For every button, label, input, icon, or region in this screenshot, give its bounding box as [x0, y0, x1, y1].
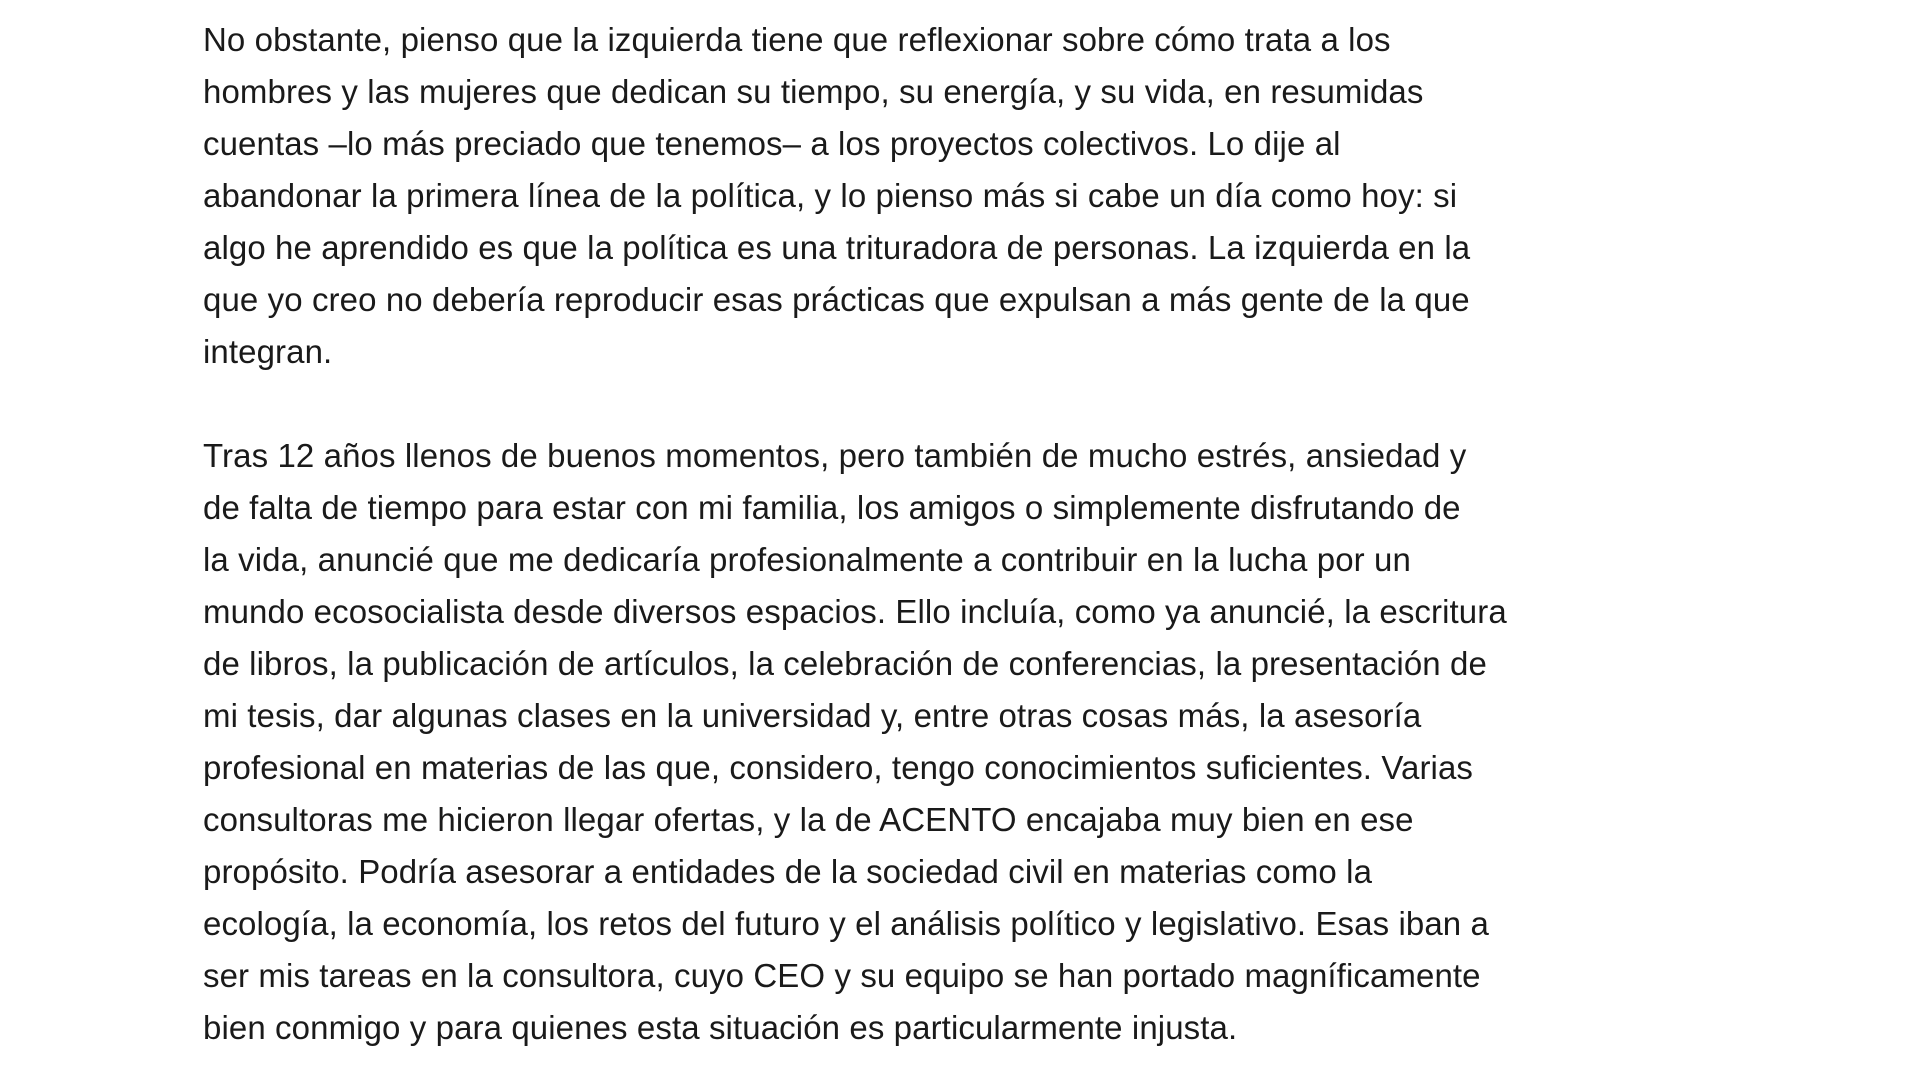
paragraph-line: ecología, la economía, los retos del futuro y el análisis político y legislativo. Esas iban a [203, 905, 1489, 942]
paragraph-line: que yo creo no debería reproducir esas prácticas que expulsan a más gente de la que [203, 281, 1470, 318]
paragraph-line: mundo ecosocialista desde diversos espacios. Ello incluía, como ya anuncié, la escritura [203, 593, 1507, 630]
paragraph-line: hombres y las mujeres que dedican su tiempo, su energía, y su vida, en resumidas [203, 73, 1424, 110]
paragraph-line: Tras 12 años llenos de buenos momentos, pero también de mucho estrés, ansiedad y [203, 437, 1467, 474]
paragraph-line: No obstante, pienso que la izquierda tiene que reflexionar sobre cómo trata a los [203, 21, 1391, 58]
paragraph-line: consultoras me hicieron llegar ofertas, y la de ACENTO encajaba muy bien en ese [203, 801, 1414, 838]
paragraph-line: integran. [203, 333, 333, 370]
paragraph-line: ser mis tareas en la consultora, cuyo CEO y su equipo se han portado magníficamente [203, 957, 1481, 994]
paragraph-line: cuentas –lo más preciado que tenemos– a los proyectos colectivos. Lo dije al [203, 125, 1341, 162]
paragraph-line: algo he aprendido es que la política es una trituradora de personas. La izquierda en la [203, 229, 1471, 266]
paragraph-1 [203, 14, 1743, 378]
paragraph-line: abandonar la primera línea de la política, y lo pienso más si cabe un día como hoy: si [203, 177, 1458, 214]
paragraph-2 [203, 430, 1743, 1054]
paragraph-line: bien conmigo y para quienes esta situación es particularmente injusta. [203, 1009, 1238, 1046]
paragraph-line: de falta de tiempo para estar con mi familia, los amigos o simplemente disfrutando de [203, 489, 1461, 526]
paragraph-line: propósito. Podría asesorar a entidades de la sociedad civil en materias como la [203, 853, 1373, 890]
paragraph-line: profesional en materias de las que, considero, tengo conocimientos suficientes. Varias [203, 749, 1474, 786]
paragraph-line: de libros, la publicación de artículos, la celebración de conferencias, la presentación de [203, 645, 1487, 682]
paragraph-line: mi tesis, dar algunas clases en la universidad y, entre otras cosas más, la asesoría [203, 697, 1422, 734]
paragraph-line: la vida, anuncié que me dedicaría profesionalmente a contribuir en la lucha por un [203, 541, 1411, 578]
